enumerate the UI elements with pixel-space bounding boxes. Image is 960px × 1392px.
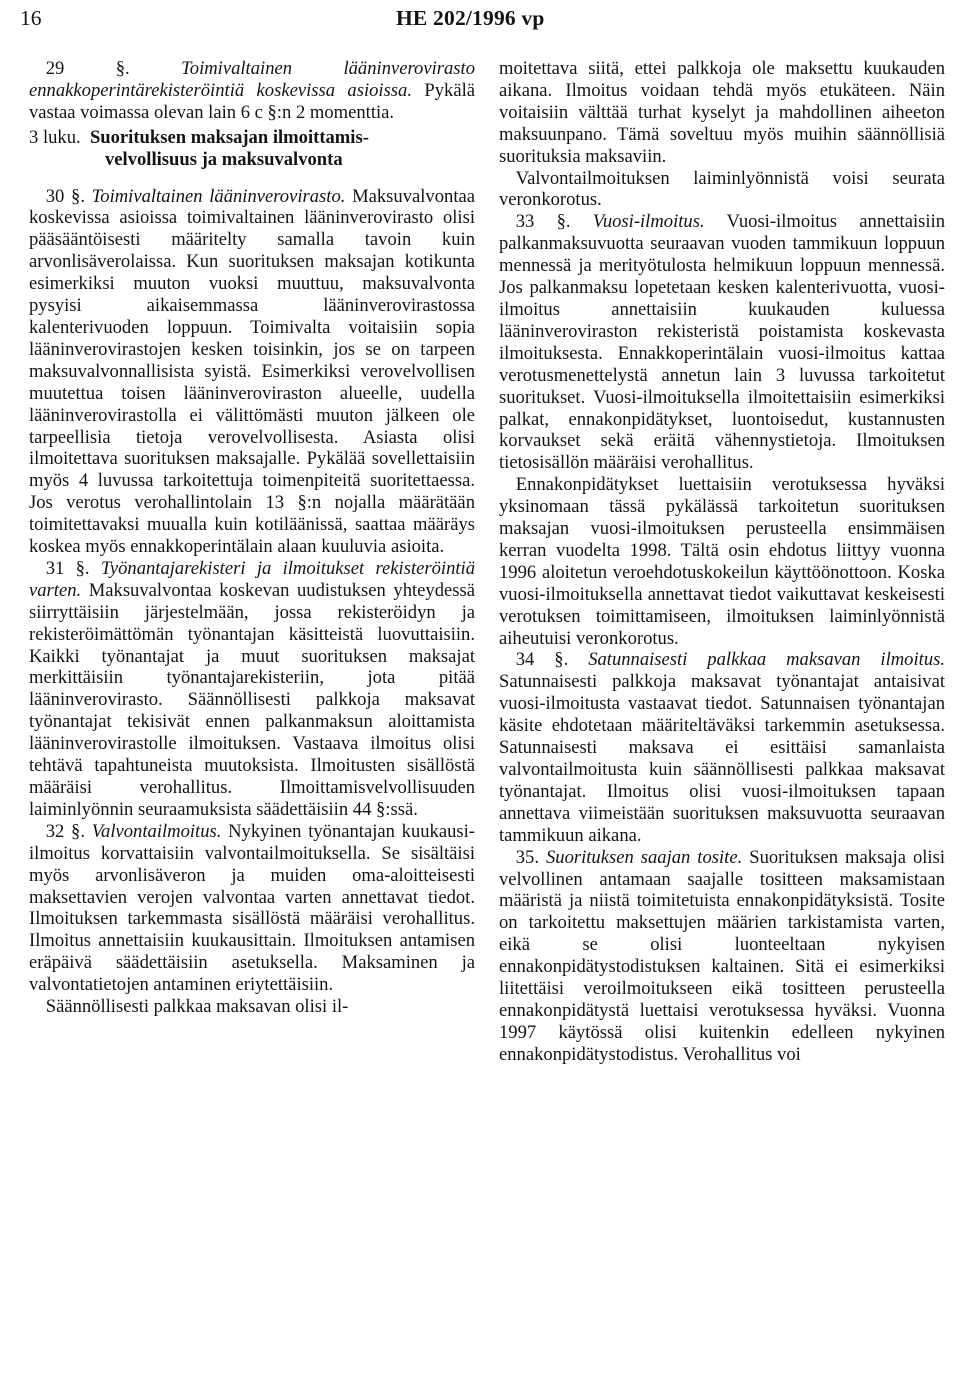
chapter-3-number: 3 luku.	[29, 126, 81, 148]
section-32-title: Valvontailmoitus.	[91, 820, 222, 842]
section-35-number: 35.	[515, 846, 539, 868]
section-32-paragraph-2: Säännöllisesti palkkaa maksavan olisi il-	[45, 996, 349, 1018]
section-35-text: Suorituksen maksaja olisi velvollinen antamaan saajalle tositteen maksamistaan määristä ja niistä toimitetuista ennakonpidätyksistä. Tosite on tarkoitettu maksettujen määrien tarkistamista varten, eikä se olisi luonteeltaan nykyisen ennakonpidätystodistuksen kaltainen. Sitä ei esimerkiksi liitettäisi veroilmoitukseen eikä tositteen perusteella ennakonpidätystä luettaisi verotuksessa hyväksi. Vuonna 1997 käytössä olisi kuitenkin edelleen nykyinen ennakonpidätystodistus. Verohallitus voi	[499, 846, 945, 1065]
section-29-number: 29 §.	[45, 58, 130, 79]
section-33	[499, 211, 945, 474]
page-number: 16	[20, 6, 42, 30]
section-34-text: Satunnaisesti palkkoja maksavat työnantajat antaisivat vuosi-ilmoitusta vastaavat tiedot. Satunnaisen työnantajan käsite ehdotetaan määriteltäväksi tarkemmin asetuksessa. Satunnaisesti maksava ei esittäisi samanlaista valvontailmoitusta kuin säännöllisesti palkkaa maksavat työnantajat. Ilmoitus olisi vuosi-ilmoituksen tapaan annettava viimeistään suorituksen maksuvuotta seuraavan tammikuun aikana.	[499, 671, 945, 846]
section-31	[29, 558, 475, 821]
section-29-title: Toimivaltainen lääninverovirasto ennakkoperintärekisteröintiä koskevissa asioissa.	[29, 58, 475, 101]
section-32-number: 32 §.	[45, 820, 86, 842]
section-30-text: Maksuvalvontaa koskevissa asioissa toimivaltainen lääninverovirasto olisi pääsääntöisesti määritelty samalla tavoin kuin arvonlisäverolaissa. Kun suorituksen maksajan kotikunta esimerkiksi muuton vuoksi muuttuu, maksuvalvonta pysyisi aikaisemmassa lääninverovirastossa kalenterivuoden loppuun. Toimivalta voitaisiin sopia lääninverovirastojen kesken toisinkin, jos se on tarpeen maksuvalvonnallisista syistä. Esimerkiksi verovelvollisen muutettua toisen lääninveroviraston alueelle, uudella lääninverovirastolla ei välittömästi muuton jälkeen ole tarpeellisia tietoja verovelvollisesta. Asiasta olisi ilmoitettava suorituksen maksajalle. Pykälää sovellettaisiin myös 4 luvussa tarkoitettuja toimenpiteitä suoritettaessa. Jos verotus verohallintolain 13 §:n nojalla määrätään toimitettavaksi muualla kuin kotiläänissä, saattaa määräys koskea myös ennakkoperintälain alaan kuuluvia asioita.	[29, 185, 475, 558]
chapter-3-title-line-1: Suorituksen maksajan ilmoittamis-	[89, 126, 369, 148]
section-31-number: 31 §.	[45, 557, 90, 579]
section-34-title: Satunnaisesti palkkaa maksavan ilmoitus.	[588, 649, 945, 671]
section-35	[499, 847, 945, 1066]
chapter-3-title-line-2: velvollisuus ja maksuvalvonta	[105, 148, 343, 170]
document-id: HE 202/1996 vp	[396, 6, 545, 30]
section-33-text: Vuosi-ilmoitus annettaisiin palkanmaksuvuotta seuraavan vuoden tammikuun loppuun mennessä ja merityötulosta helmikuun loppuun mennessä. Jos palkanmaksu lopetetaan kesken kalenterivuotta, vuosi-ilmoitus annettaisiin kuukauden kuluessa lääninveroviraston rekisteristä poistamista koskevasta ilmoituksesta. Ennakkoperintälain vuosi-ilmoitus kattaa verotusmenettelystä annetun lain 3 luvussa tarkoitetut suoritukset. Vuosi-ilmoituksella ilmoitettaisiin esimerkiksi palkat, ennakonpidätykset, luontoisedut, kustannusten korvaukset sekä eräitä vähennystietoja. Ilmoituksen tietosisällön määräisi verohallitus.	[499, 211, 945, 474]
section-35-title: Suorituksen saajan tosite.	[545, 846, 743, 868]
right-paragraph-1: moitettava siitä, ettei palkkoja ole maksettu kuukauden aikana. Ilmoitus voidaan tehdä myös etukäteen. Näin voitaisiin välttää turhat kyselyt ja mahdollinen aiheeton maksuunpano. Tämä soveltuu myös muihin säännöllisiä suorituksia maksaviin.	[499, 58, 945, 167]
section-32	[29, 821, 475, 996]
section-30-title: Toimivaltainen lääninverovirasto.	[91, 185, 346, 207]
section-32-text: Nykyinen työnantajan kuukausi-ilmoitus korvattaisiin valvontailmoituksella. Se sisältäisi myös arvonlisäveron ja muiden oma-aloitteisesti maksettavien verojen valvontaa varten annettavat tiedot. Ilmoituksen tarkemmasta sisällöstä määräisi verohallitus. Ilmoitus annettaisiin kuukausittain. Ilmoituksen antamisen eräpäivä säädettäisiin asetuksella. Maksaminen ja valvontatietojen antaminen eriytettäisiin.	[29, 820, 475, 996]
chapter-3-heading	[29, 127, 475, 171]
left-column	[29, 58, 475, 1018]
section-31-text: Maksuvalvontaa koskevan uudistuksen yhteydessä siirryttäisiin järjestelmään, jossa rekisteröidyn ja rekisteröimättömän työnantajan käsitteistä luovuttaisiin. Kaikki työnantajat ja muut suorituksen maksajat merkittäisiin työnantajarekisteriin, jota pitää lääninverovirasto. Säännöllisesti palkkoja maksavat työnantajat tekisivät ennen palkanmaksun aloittamista lääninverovirastolle ilmoituksen. Vastaava ilmoitus olisi tehtävä tapahtuneista muutoksista. Ilmoitusten sisällöstä määräisi verohallitus. Ilmoittamisvelvollisuuden laiminlyönnin seuraamuksista säädettäisiin 44 §:ssä.	[29, 579, 475, 820]
section-31-title: Työnantajarekisteri ja ilmoitukset rekisteröintiä varten.	[29, 557, 475, 601]
section-29	[29, 58, 475, 124]
page-header	[0, 0, 960, 40]
section-34-number: 34 §.	[515, 649, 569, 671]
section-30-number: 30 §.	[45, 185, 85, 207]
right-paragraph-2: Valvontailmoituksen laiminlyönnistä voisi seurata veronkorotus.	[499, 167, 945, 211]
right-paragraph-3: Ennakonpidätykset luettaisiin verotuksessa hyväksi yksinomaan tässä pykälässä tarkoitetun suorituksen maksajan vuosi-ilmoituksen perusteella ensimmäisen kerran vuodelta 1998. Tältä osin ehdotus liittyy vuonna 1996 aloitetun veroehdotuskokeilun käyttöönottoon. Koska vuosi-ilmoituksella annettavat tiedot vaikuttavat keskeisesti verotuksen toimittamiseen, ilmoituksen laiminlyönnistä aiheutuisi veronkorotus.	[499, 474, 945, 649]
section-30	[29, 186, 475, 558]
section-34	[499, 649, 945, 846]
section-33-title: Vuosi-ilmoitus.	[592, 211, 705, 233]
section-33-number: 33 §.	[515, 211, 571, 233]
right-column	[499, 58, 945, 1066]
section-29-text: Pykälä vastaa voimassa olevan lain 6 c §:n 2 momenttia.	[29, 79, 475, 123]
